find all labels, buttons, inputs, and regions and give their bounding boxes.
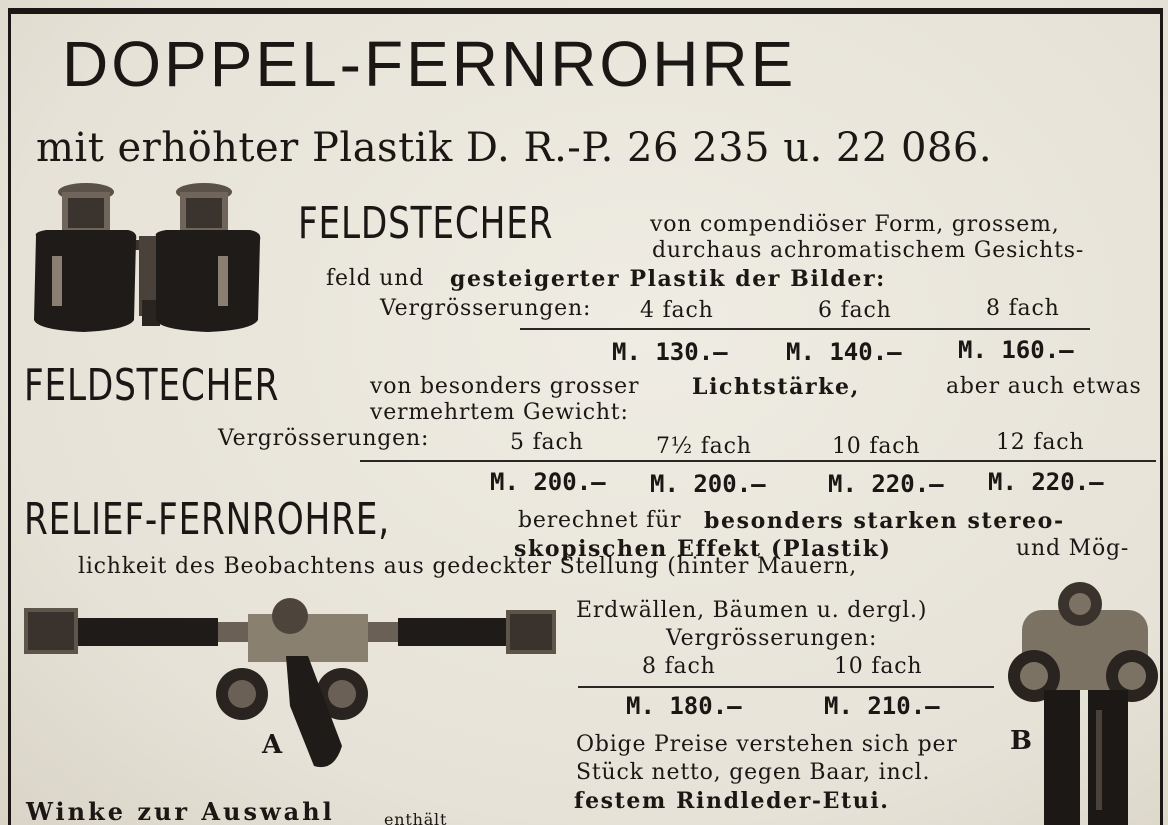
section3-magnification-label: Vergrösserungen: (666, 626, 878, 651)
section1-line1: von compendiöser Form, grossem, (650, 212, 1060, 237)
section2-line1-plain-b: aber auch etwas (946, 374, 1142, 399)
section1-magnification-8: 8 fach (986, 296, 1060, 321)
section3-magnification-8: 8 fach (642, 654, 716, 679)
frame-left-border (8, 8, 11, 825)
section2-price-4: M. 220.— (988, 468, 1104, 496)
section1-heading: FELDSTECHER (298, 198, 554, 249)
section3-price-2: M. 210.— (824, 692, 940, 720)
section3-price-rule (578, 686, 994, 688)
section2-price-3: M. 220.— (828, 470, 944, 498)
section1-line3-plain: feld und (326, 266, 425, 291)
figure-label-b: B (1010, 726, 1032, 756)
section2-magnification-label: Vergrösserungen: (218, 426, 430, 451)
section2-price-rule (360, 460, 1156, 462)
section1-magnification-6: 6 fach (818, 298, 892, 323)
section3-line4: Erdwällen, Bäumen u. dergl.) (576, 598, 928, 623)
section1-price-rule (520, 328, 1090, 330)
frame-top-border (8, 8, 1163, 14)
field-binocular-illustration-icon (1004, 580, 1160, 825)
section3-line1-plain: berechnet für (518, 508, 682, 533)
section3-heading: RELIEF-FERNROHRE, (24, 494, 390, 545)
section2-magnification-12: 12 fach (996, 430, 1085, 455)
note-line1: Obige Preise verstehen sich per (576, 732, 958, 757)
footer-partial: Winke zur Auswahl (26, 797, 335, 825)
section3-line1-bold: besonders starken stereo- (704, 508, 1065, 534)
page-title: DOPPEL-FERNROHRE (62, 28, 797, 100)
section2-magnification-7-5: 7½ fach (656, 434, 752, 459)
section2-line2: vermehrtem Gewicht: (370, 400, 629, 425)
section1-magnification-4: 4 fach (640, 298, 714, 323)
section1-price-3: M. 160.— (958, 336, 1074, 364)
section1-magnification-label: Vergrösserungen: (380, 296, 592, 321)
figure-label-a: A (262, 730, 283, 760)
section3-line2-bold: skopischen Effekt (Plastik) (514, 536, 892, 562)
section1-price-2: M. 140.— (786, 338, 902, 366)
section2-price-1: M. 200.— (490, 468, 606, 496)
note-line3: festem Rindleder-Etui. (574, 788, 890, 814)
frame-right-border (1160, 8, 1163, 825)
page-subtitle: mit erhöhter Plastik D. R.-P. 26 235 u. 22 086. (36, 125, 993, 171)
section3-line3: lichkeit des Beobachtens aus gedeckter Stellung (hinter Mauern, (78, 554, 858, 579)
relief-telescope-illustration-icon (24, 596, 558, 776)
section2-magnification-5: 5 fach (510, 430, 584, 455)
section1-line3-bold: gesteigerter Plastik der Bilder: (450, 266, 886, 292)
footer-partial-small: enthält (384, 810, 448, 825)
section2-magnification-10: 10 fach (832, 434, 921, 459)
section2-line1-bold: Lichtstärke, (692, 374, 860, 400)
section3-magnification-10: 10 fach (834, 654, 923, 679)
section2-heading: FELDSTECHER (24, 360, 280, 411)
note-line2: Stück netto, gegen Baar, incl. (576, 760, 931, 785)
section2-price-2: M. 200.— (650, 470, 766, 498)
section1-line2: durchaus achromatischem Gesichts- (652, 238, 1085, 263)
section3-price-1: M. 180.— (626, 692, 742, 720)
section3-line2-plain: und Mög- (1016, 536, 1130, 561)
section1-price-1: M. 130.— (612, 338, 728, 366)
section2-line1-plain-a: von besonders grosser (370, 374, 640, 399)
opera-binocular-illustration-icon (24, 180, 268, 340)
